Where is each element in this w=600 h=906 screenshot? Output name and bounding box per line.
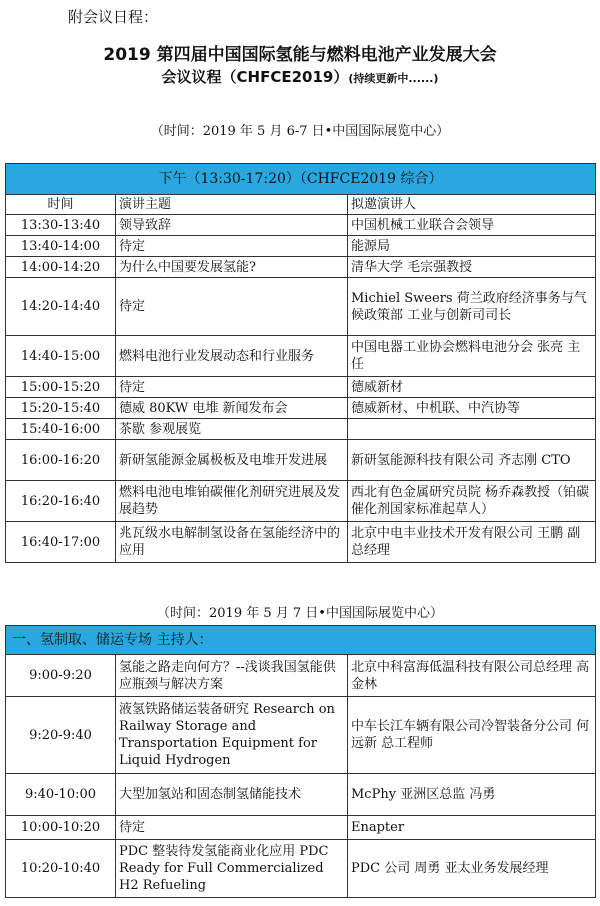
row-speaker: 中国电器工业协会燃料电池分会 张亮 主任	[348, 336, 596, 377]
row-speaker: 西北有色金属研究员院 杨乔森教授（铂碳催化剂国家标准起草人）	[348, 481, 596, 522]
day2-time-place: （时间：2019 年 5 月 7 日•中国国际展览中心）	[157, 606, 443, 621]
row-time: 15:20-15:40	[6, 398, 116, 419]
table-row	[6, 481, 596, 522]
update-note: (持续更新中......)	[348, 72, 439, 85]
row-time: 16:00-16:20	[6, 440, 116, 481]
day1-section-header: 下午（13:30-17:20）（CHFCE2019 综合）	[6, 164, 596, 195]
row-topic: 为什么中国要发展氢能?	[116, 257, 348, 278]
row-speaker: 德威新材	[348, 377, 596, 398]
row-topic: 待定	[116, 377, 348, 398]
row-topic: 待定	[116, 816, 348, 840]
table-row	[6, 398, 596, 419]
row-speaker: 新研氢能源科技有限公司 齐志刚 CTO	[348, 440, 596, 481]
agenda-title	[0, 66, 600, 87]
row-speaker: 德威新材、中机联、中汽协等	[348, 398, 596, 419]
day2-agenda-table	[5, 625, 596, 898]
row-time: 16:20-16:40	[6, 481, 116, 522]
row-time: 9:20-9:40	[6, 697, 116, 774]
row-speaker: McPhy 亚洲区总监 冯勇	[348, 774, 596, 816]
table-row	[6, 278, 596, 336]
table-row	[6, 522, 596, 563]
row-topic: 兆瓦级水电解制氢设备在氢能经济中的应用	[116, 522, 348, 563]
table-row	[6, 215, 596, 236]
row-topic: 液氢铁路储运装备研究 Research on Railway Storage and Transportation Equipment for Liquid Hydrogen	[116, 697, 348, 774]
header-speaker: 拟邀演讲人	[348, 195, 596, 215]
row-speaker: 北京中电丰业技术开发有限公司 王鹏 副总经理	[348, 522, 596, 563]
row-time: 13:40-14:00	[6, 236, 116, 257]
table-row	[6, 697, 596, 774]
row-time: 9:00-9:20	[6, 655, 116, 697]
row-topic: 茶歇 参观展览	[116, 419, 348, 440]
row-topic: 燃料电池行业发展动态和行业服务	[116, 336, 348, 377]
day2-section-header: 一、氢制取、储运专场 主持人：	[6, 626, 596, 655]
table-row	[6, 774, 596, 816]
table-row	[6, 236, 596, 257]
table-row	[6, 257, 596, 278]
row-time: 10:20-10:40	[6, 840, 116, 898]
row-topic: PDC 整装待发氢能商业化应用 PDC Ready for Full Commercialized H2 Refueling	[116, 840, 348, 898]
table-header-row	[6, 195, 596, 215]
row-speaker: 北京中科富海低温科技有限公司总经理 高金林	[348, 655, 596, 697]
row-time: 16:40-17:00	[6, 522, 116, 563]
row-topic: 新研氢能源金属极板及电堆开发进展	[116, 440, 348, 481]
row-time: 14:00-14:20	[6, 257, 116, 278]
agenda-title-main: 会议议程（CHFCE2019）	[161, 68, 349, 86]
row-topic: 领导致辞	[116, 215, 348, 236]
table-row	[6, 816, 596, 840]
row-time: 9:40-10:00	[6, 774, 116, 816]
table-row	[6, 336, 596, 377]
row-time: 13:30-13:40	[6, 215, 116, 236]
row-speaker: 能源局	[348, 236, 596, 257]
row-time: 15:00-15:20	[6, 377, 116, 398]
row-speaker: PDC 公司 周勇 亚太业务发展经理	[348, 840, 596, 898]
row-time: 10:00-10:20	[6, 816, 116, 840]
table-row	[6, 440, 596, 481]
row-topic: 氢能之路走向何方？--浅谈我国氢能供应瓶颈与解决方案	[116, 655, 348, 697]
row-topic: 燃料电池电堆铂碳催化剂研究进展及发展趋势	[116, 481, 348, 522]
row-speaker: 中国机械工业联合会领导	[348, 215, 596, 236]
row-topic: 待定	[116, 278, 348, 336]
row-speaker: 中车长江车辆有限公司冷智装备分公司 何远新 总工程师	[348, 697, 596, 774]
table-row	[6, 419, 596, 440]
row-topic: 大型加氢站和固态制氢储能技术	[116, 774, 348, 816]
row-speaker	[348, 419, 596, 440]
row-speaker: Michiel Sweers 荷兰政府经济事务与气候政策部 工业与创新司司长	[348, 278, 596, 336]
table-row	[6, 655, 596, 697]
header-time: 时间	[6, 195, 116, 215]
row-topic: 德威 80KW 电堆 新闻发布会	[116, 398, 348, 419]
row-speaker: Enapter	[348, 816, 596, 840]
row-time: 15:40-16:00	[6, 419, 116, 440]
table-row	[6, 377, 596, 398]
row-speaker: 清华大学 毛宗强教授	[348, 257, 596, 278]
day1-time-place: （时间：2019 年 5 月 6-7 日•中国国际展览中心）	[150, 124, 450, 139]
row-topic: 待定	[116, 236, 348, 257]
conference-title: 2019 第四届中国国际氢能与燃料电池产业发展大会	[103, 45, 497, 65]
row-time: 14:40-15:00	[6, 336, 116, 377]
appendix-label: 附会议日程：	[68, 8, 159, 26]
day1-agenda-table	[5, 163, 596, 563]
table-row	[6, 840, 596, 898]
row-time: 14:20-14:40	[6, 278, 116, 336]
header-topic: 演讲主题	[116, 195, 348, 215]
